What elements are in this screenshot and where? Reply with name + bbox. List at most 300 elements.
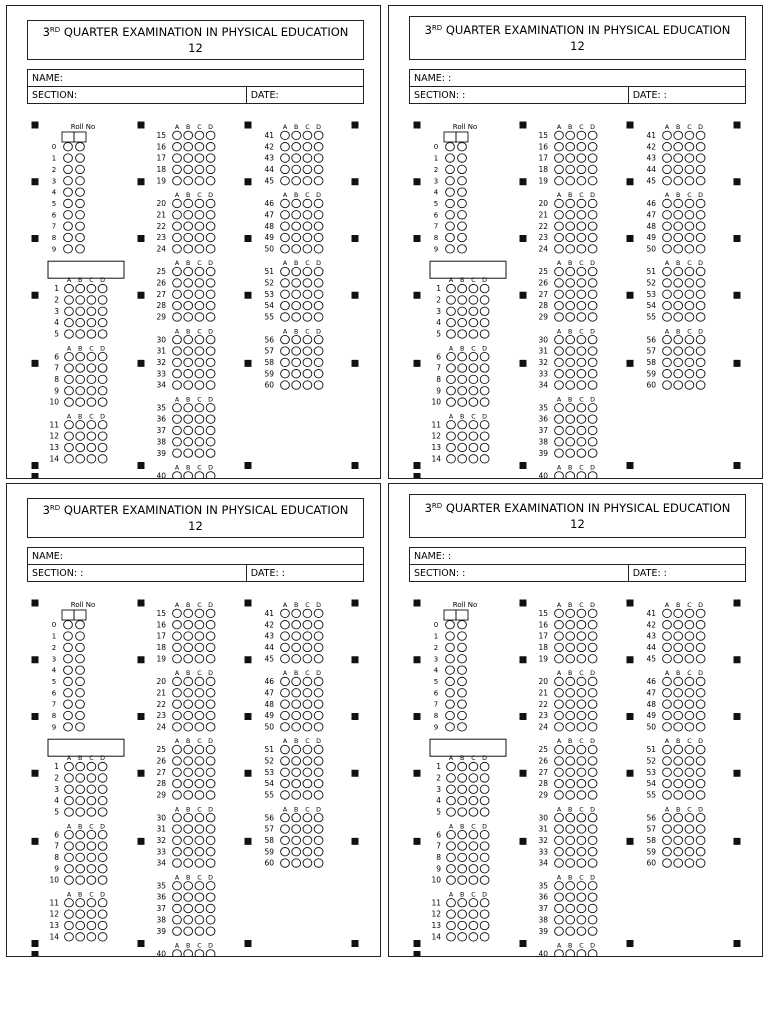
answer-bubble[interactable] bbox=[469, 455, 478, 463]
answer-bubble[interactable] bbox=[577, 472, 586, 478]
answer-bubble[interactable] bbox=[696, 689, 705, 697]
answer-bubble[interactable] bbox=[555, 279, 564, 287]
roll-bubble[interactable] bbox=[64, 632, 73, 640]
answer-bubble[interactable] bbox=[98, 876, 107, 884]
answer-bubble[interactable] bbox=[195, 438, 204, 446]
answer-bubble[interactable] bbox=[685, 711, 694, 719]
answer-bubble[interactable] bbox=[674, 233, 683, 241]
answer-bubble[interactable] bbox=[458, 865, 467, 873]
answer-bubble[interactable] bbox=[303, 177, 312, 185]
answer-bubble[interactable] bbox=[292, 813, 301, 821]
roll-bubble[interactable] bbox=[64, 700, 73, 708]
answer-bubble[interactable] bbox=[566, 290, 575, 298]
roll-bubble[interactable] bbox=[446, 177, 455, 185]
answer-bubble[interactable] bbox=[281, 381, 290, 389]
answer-bubble[interactable] bbox=[577, 131, 586, 139]
answer-bubble[interactable] bbox=[447, 865, 456, 873]
answer-bubble[interactable] bbox=[195, 381, 204, 389]
answer-bubble[interactable] bbox=[469, 443, 478, 451]
answer-bubble[interactable] bbox=[447, 830, 456, 838]
answer-bubble[interactable] bbox=[173, 404, 182, 412]
roll-bubble[interactable] bbox=[458, 711, 467, 719]
answer-bubble[interactable] bbox=[674, 859, 683, 867]
answer-bubble[interactable] bbox=[674, 621, 683, 629]
answer-bubble[interactable] bbox=[184, 768, 193, 776]
answer-bubble[interactable] bbox=[674, 825, 683, 833]
answer-bubble[interactable] bbox=[98, 318, 107, 326]
answer-bubble[interactable] bbox=[173, 723, 182, 731]
answer-bubble[interactable] bbox=[469, 352, 478, 360]
answer-bubble[interactable] bbox=[65, 375, 74, 383]
answer-bubble[interactable] bbox=[663, 848, 672, 856]
answer-bubble[interactable] bbox=[173, 643, 182, 651]
answer-bubble[interactable] bbox=[76, 842, 85, 850]
answer-bubble[interactable] bbox=[184, 621, 193, 629]
answer-bubble[interactable] bbox=[184, 859, 193, 867]
answer-bubble[interactable] bbox=[696, 370, 705, 378]
answer-bubble[interactable] bbox=[566, 689, 575, 697]
answer-bubble[interactable] bbox=[184, 290, 193, 298]
answer-bubble[interactable] bbox=[206, 426, 215, 434]
answer-bubble[interactable] bbox=[65, 352, 74, 360]
answer-bubble[interactable] bbox=[292, 768, 301, 776]
answer-bubble[interactable] bbox=[674, 358, 683, 366]
answer-bubble[interactable] bbox=[87, 910, 96, 918]
answer-bubble[interactable] bbox=[663, 222, 672, 230]
answer-bubble[interactable] bbox=[76, 830, 85, 838]
answer-bubble[interactable] bbox=[76, 352, 85, 360]
answer-bubble[interactable] bbox=[555, 779, 564, 787]
answer-bubble[interactable] bbox=[292, 143, 301, 151]
answer-bubble[interactable] bbox=[663, 211, 672, 219]
answer-bubble[interactable] bbox=[173, 199, 182, 207]
answer-bubble[interactable] bbox=[696, 768, 705, 776]
answer-bubble[interactable] bbox=[696, 335, 705, 343]
roll-bubble[interactable] bbox=[76, 233, 85, 241]
answer-bubble[interactable] bbox=[566, 848, 575, 856]
roll-bubble[interactable] bbox=[76, 723, 85, 731]
answer-bubble[interactable] bbox=[292, 643, 301, 651]
answer-bubble[interactable] bbox=[566, 472, 575, 478]
answer-bubble[interactable] bbox=[566, 358, 575, 366]
answer-bubble[interactable] bbox=[480, 398, 489, 406]
answer-bubble[interactable] bbox=[447, 318, 456, 326]
answer-bubble[interactable] bbox=[98, 774, 107, 782]
answer-bubble[interactable] bbox=[303, 757, 312, 765]
answer-bubble[interactable] bbox=[458, 830, 467, 838]
answer-bubble[interactable] bbox=[577, 290, 586, 298]
answer-bubble[interactable] bbox=[555, 813, 564, 821]
answer-bubble[interactable] bbox=[577, 689, 586, 697]
answer-bubble[interactable] bbox=[195, 632, 204, 640]
answer-bubble[interactable] bbox=[685, 347, 694, 355]
answer-bubble[interactable] bbox=[674, 689, 683, 697]
answer-bubble[interactable] bbox=[555, 768, 564, 776]
answer-bubble[interactable] bbox=[588, 438, 597, 446]
answer-bubble[interactable] bbox=[76, 910, 85, 918]
answer-bubble[interactable] bbox=[663, 358, 672, 366]
answer-bubble[interactable] bbox=[76, 785, 85, 793]
roll-bubble[interactable] bbox=[76, 222, 85, 230]
answer-bubble[interactable] bbox=[480, 921, 489, 929]
answer-bubble[interactable] bbox=[195, 415, 204, 423]
answer-bubble[interactable] bbox=[195, 836, 204, 844]
answer-bubble[interactable] bbox=[195, 347, 204, 355]
answer-bubble[interactable] bbox=[173, 779, 182, 787]
answer-bubble[interactable] bbox=[303, 689, 312, 697]
answer-bubble[interactable] bbox=[469, 330, 478, 338]
answer-bubble[interactable] bbox=[173, 370, 182, 378]
answer-bubble[interactable] bbox=[303, 791, 312, 799]
roll-bubble[interactable] bbox=[458, 165, 467, 173]
answer-bubble[interactable] bbox=[458, 352, 467, 360]
answer-bubble[interactable] bbox=[458, 876, 467, 884]
answer-bubble[interactable] bbox=[303, 643, 312, 651]
answer-bubble[interactable] bbox=[292, 677, 301, 685]
answer-bubble[interactable] bbox=[184, 711, 193, 719]
answer-bubble[interactable] bbox=[281, 245, 290, 253]
answer-bubble[interactable] bbox=[577, 301, 586, 309]
answer-bubble[interactable] bbox=[195, 927, 204, 935]
answer-bubble[interactable] bbox=[98, 796, 107, 804]
answer-bubble[interactable] bbox=[87, 762, 96, 770]
answer-bubble[interactable] bbox=[281, 335, 290, 343]
answer-bubble[interactable] bbox=[281, 222, 290, 230]
answer-bubble[interactable] bbox=[663, 154, 672, 162]
answer-bubble[interactable] bbox=[173, 381, 182, 389]
answer-bubble[interactable] bbox=[184, 154, 193, 162]
answer-bubble[interactable] bbox=[469, 921, 478, 929]
answer-bubble[interactable] bbox=[184, 632, 193, 640]
answer-bubble[interactable] bbox=[87, 364, 96, 372]
answer-bubble[interactable] bbox=[195, 199, 204, 207]
answer-bubble[interactable] bbox=[447, 933, 456, 941]
answer-bubble[interactable] bbox=[173, 335, 182, 343]
answer-bubble[interactable] bbox=[195, 723, 204, 731]
answer-bubble[interactable] bbox=[663, 825, 672, 833]
answer-bubble[interactable] bbox=[555, 290, 564, 298]
answer-bubble[interactable] bbox=[195, 882, 204, 890]
answer-bubble[interactable] bbox=[173, 882, 182, 890]
roll-bubble[interactable] bbox=[458, 700, 467, 708]
answer-bubble[interactable] bbox=[281, 848, 290, 856]
answer-bubble[interactable] bbox=[577, 358, 586, 366]
answer-bubble[interactable] bbox=[292, 301, 301, 309]
answer-bubble[interactable] bbox=[696, 381, 705, 389]
answer-bubble[interactable] bbox=[577, 621, 586, 629]
answer-bubble[interactable] bbox=[314, 711, 323, 719]
answer-bubble[interactable] bbox=[195, 621, 204, 629]
answer-bubble[interactable] bbox=[480, 865, 489, 873]
answer-bubble[interactable] bbox=[206, 370, 215, 378]
answer-bubble[interactable] bbox=[588, 415, 597, 423]
answer-bubble[interactable] bbox=[447, 352, 456, 360]
answer-bubble[interactable] bbox=[588, 950, 597, 956]
answer-bubble[interactable] bbox=[469, 774, 478, 782]
answer-bubble[interactable] bbox=[65, 774, 74, 782]
answer-bubble[interactable] bbox=[566, 381, 575, 389]
answer-bubble[interactable] bbox=[577, 165, 586, 173]
answer-bubble[interactable] bbox=[588, 245, 597, 253]
answer-bubble[interactable] bbox=[577, 632, 586, 640]
roll-digit-box[interactable] bbox=[74, 132, 86, 142]
answer-bubble[interactable] bbox=[588, 370, 597, 378]
roll-bubble[interactable] bbox=[76, 165, 85, 173]
roll-bubble[interactable] bbox=[446, 188, 455, 196]
answer-bubble[interactable] bbox=[87, 876, 96, 884]
answer-bubble[interactable] bbox=[173, 848, 182, 856]
answer-bubble[interactable] bbox=[206, 643, 215, 651]
answer-bubble[interactable] bbox=[588, 279, 597, 287]
answer-bubble[interactable] bbox=[458, 375, 467, 383]
answer-bubble[interactable] bbox=[685, 813, 694, 821]
answer-bubble[interactable] bbox=[577, 677, 586, 685]
answer-bubble[interactable] bbox=[292, 245, 301, 253]
answer-bubble[interactable] bbox=[685, 689, 694, 697]
answer-bubble[interactable] bbox=[76, 284, 85, 292]
answer-bubble[interactable] bbox=[447, 284, 456, 292]
roll-bubble[interactable] bbox=[64, 222, 73, 230]
answer-bubble[interactable] bbox=[281, 768, 290, 776]
roll-bubble[interactable] bbox=[446, 233, 455, 241]
section-field[interactable]: SECTION: : bbox=[32, 567, 84, 579]
answer-bubble[interactable] bbox=[314, 290, 323, 298]
answer-bubble[interactable] bbox=[685, 779, 694, 787]
answer-bubble[interactable] bbox=[281, 154, 290, 162]
answer-bubble[interactable] bbox=[76, 796, 85, 804]
answer-bubble[interactable] bbox=[555, 358, 564, 366]
roll-write-box[interactable] bbox=[430, 261, 506, 278]
answer-bubble[interactable] bbox=[206, 689, 215, 697]
answer-bubble[interactable] bbox=[195, 233, 204, 241]
answer-bubble[interactable] bbox=[566, 916, 575, 924]
answer-bubble[interactable] bbox=[696, 825, 705, 833]
answer-bubble[interactable] bbox=[281, 131, 290, 139]
answer-bubble[interactable] bbox=[184, 222, 193, 230]
answer-bubble[interactable] bbox=[184, 927, 193, 935]
answer-bubble[interactable] bbox=[87, 808, 96, 816]
answer-bubble[interactable] bbox=[458, 398, 467, 406]
answer-bubble[interactable] bbox=[173, 813, 182, 821]
answer-bubble[interactable] bbox=[292, 347, 301, 355]
answer-bubble[interactable] bbox=[206, 279, 215, 287]
answer-bubble[interactable] bbox=[663, 745, 672, 753]
answer-bubble[interactable] bbox=[555, 267, 564, 275]
answer-bubble[interactable] bbox=[696, 677, 705, 685]
answer-bubble[interactable] bbox=[577, 882, 586, 890]
roll-bubble[interactable] bbox=[64, 723, 73, 731]
answer-bubble[interactable] bbox=[555, 370, 564, 378]
answer-bubble[interactable] bbox=[663, 836, 672, 844]
answer-bubble[interactable] bbox=[674, 245, 683, 253]
answer-bubble[interactable] bbox=[685, 370, 694, 378]
answer-bubble[interactable] bbox=[685, 279, 694, 287]
answer-bubble[interactable] bbox=[674, 381, 683, 389]
roll-bubble[interactable] bbox=[458, 621, 467, 629]
answer-bubble[interactable] bbox=[76, 296, 85, 304]
answer-bubble[interactable] bbox=[173, 143, 182, 151]
answer-bubble[interactable] bbox=[173, 313, 182, 321]
answer-bubble[interactable] bbox=[195, 655, 204, 663]
answer-bubble[interactable] bbox=[173, 301, 182, 309]
answer-bubble[interactable] bbox=[314, 779, 323, 787]
answer-bubble[interactable] bbox=[184, 279, 193, 287]
answer-bubble[interactable] bbox=[674, 335, 683, 343]
answer-bubble[interactable] bbox=[566, 711, 575, 719]
answer-bubble[interactable] bbox=[195, 335, 204, 343]
answer-bubble[interactable] bbox=[184, 848, 193, 856]
answer-bubble[interactable] bbox=[566, 335, 575, 343]
answer-bubble[interactable] bbox=[98, 830, 107, 838]
answer-bubble[interactable] bbox=[98, 455, 107, 463]
answer-bubble[interactable] bbox=[588, 347, 597, 355]
answer-bubble[interactable] bbox=[184, 177, 193, 185]
answer-bubble[interactable] bbox=[303, 745, 312, 753]
roll-bubble[interactable] bbox=[76, 245, 85, 253]
answer-bubble[interactable] bbox=[206, 848, 215, 856]
roll-digit-box[interactable] bbox=[444, 610, 456, 620]
answer-bubble[interactable] bbox=[447, 421, 456, 429]
answer-bubble[interactable] bbox=[206, 381, 215, 389]
answer-bubble[interactable] bbox=[184, 233, 193, 241]
answer-bubble[interactable] bbox=[65, 387, 74, 395]
answer-bubble[interactable] bbox=[195, 290, 204, 298]
answer-bubble[interactable] bbox=[447, 375, 456, 383]
answer-bubble[interactable] bbox=[206, 233, 215, 241]
answer-bubble[interactable] bbox=[206, 768, 215, 776]
answer-bubble[interactable] bbox=[566, 449, 575, 457]
answer-bubble[interactable] bbox=[281, 233, 290, 241]
answer-bubble[interactable] bbox=[206, 335, 215, 343]
answer-bubble[interactable] bbox=[314, 211, 323, 219]
answer-bubble[interactable] bbox=[303, 370, 312, 378]
answer-bubble[interactable] bbox=[87, 899, 96, 907]
answer-bubble[interactable] bbox=[98, 853, 107, 861]
answer-bubble[interactable] bbox=[184, 347, 193, 355]
answer-bubble[interactable] bbox=[195, 370, 204, 378]
answer-bubble[interactable] bbox=[696, 313, 705, 321]
answer-bubble[interactable] bbox=[555, 791, 564, 799]
answer-bubble[interactable] bbox=[577, 211, 586, 219]
answer-bubble[interactable] bbox=[303, 165, 312, 173]
answer-bubble[interactable] bbox=[480, 796, 489, 804]
answer-bubble[interactable] bbox=[588, 859, 597, 867]
roll-bubble[interactable] bbox=[446, 632, 455, 640]
answer-bubble[interactable] bbox=[173, 700, 182, 708]
roll-bubble[interactable] bbox=[64, 621, 73, 629]
roll-bubble[interactable] bbox=[64, 711, 73, 719]
answer-bubble[interactable] bbox=[566, 655, 575, 663]
answer-bubble[interactable] bbox=[447, 387, 456, 395]
answer-bubble[interactable] bbox=[98, 762, 107, 770]
answer-bubble[interactable] bbox=[685, 233, 694, 241]
answer-bubble[interactable] bbox=[292, 165, 301, 173]
answer-bubble[interactable] bbox=[555, 916, 564, 924]
answer-bubble[interactable] bbox=[674, 711, 683, 719]
answer-bubble[interactable] bbox=[206, 813, 215, 821]
answer-bubble[interactable] bbox=[469, 865, 478, 873]
answer-bubble[interactable] bbox=[98, 352, 107, 360]
answer-bubble[interactable] bbox=[480, 842, 489, 850]
answer-bubble[interactable] bbox=[685, 757, 694, 765]
date-field[interactable]: DATE: bbox=[246, 87, 363, 103]
answer-bubble[interactable] bbox=[314, 791, 323, 799]
answer-bubble[interactable] bbox=[469, 785, 478, 793]
answer-bubble[interactable] bbox=[577, 313, 586, 321]
answer-bubble[interactable] bbox=[184, 381, 193, 389]
answer-bubble[interactable] bbox=[577, 711, 586, 719]
answer-bubble[interactable] bbox=[566, 199, 575, 207]
answer-bubble[interactable] bbox=[696, 154, 705, 162]
answer-bubble[interactable] bbox=[98, 284, 107, 292]
answer-bubble[interactable] bbox=[588, 177, 597, 185]
roll-bubble[interactable] bbox=[446, 211, 455, 219]
answer-bubble[interactable] bbox=[76, 899, 85, 907]
answer-bubble[interactable] bbox=[663, 381, 672, 389]
answer-bubble[interactable] bbox=[76, 853, 85, 861]
roll-bubble[interactable] bbox=[446, 666, 455, 674]
answer-bubble[interactable] bbox=[555, 313, 564, 321]
answer-bubble[interactable] bbox=[480, 876, 489, 884]
answer-bubble[interactable] bbox=[87, 853, 96, 861]
answer-bubble[interactable] bbox=[555, 632, 564, 640]
answer-bubble[interactable] bbox=[674, 313, 683, 321]
answer-bubble[interactable] bbox=[206, 222, 215, 230]
answer-bubble[interactable] bbox=[469, 796, 478, 804]
answer-bubble[interactable] bbox=[696, 131, 705, 139]
answer-bubble[interactable] bbox=[588, 882, 597, 890]
answer-bubble[interactable] bbox=[195, 700, 204, 708]
answer-bubble[interactable] bbox=[674, 165, 683, 173]
answer-bubble[interactable] bbox=[98, 398, 107, 406]
answer-bubble[interactable] bbox=[555, 848, 564, 856]
answer-bubble[interactable] bbox=[469, 876, 478, 884]
answer-bubble[interactable] bbox=[195, 143, 204, 151]
answer-bubble[interactable] bbox=[184, 415, 193, 423]
roll-bubble[interactable] bbox=[458, 177, 467, 185]
answer-bubble[interactable] bbox=[292, 745, 301, 753]
answer-bubble[interactable] bbox=[206, 199, 215, 207]
answer-bubble[interactable] bbox=[314, 757, 323, 765]
answer-bubble[interactable] bbox=[87, 432, 96, 440]
roll-bubble[interactable] bbox=[446, 621, 455, 629]
answer-bubble[interactable] bbox=[65, 842, 74, 850]
answer-bubble[interactable] bbox=[696, 233, 705, 241]
answer-bubble[interactable] bbox=[555, 415, 564, 423]
answer-bubble[interactable] bbox=[206, 415, 215, 423]
answer-bubble[interactable] bbox=[577, 927, 586, 935]
roll-bubble[interactable] bbox=[76, 177, 85, 185]
roll-bubble[interactable] bbox=[458, 655, 467, 663]
answer-bubble[interactable] bbox=[281, 723, 290, 731]
answer-bubble[interactable] bbox=[588, 131, 597, 139]
answer-bubble[interactable] bbox=[65, 318, 74, 326]
answer-bubble[interactable] bbox=[674, 632, 683, 640]
answer-bubble[interactable] bbox=[469, 808, 478, 816]
answer-bubble[interactable] bbox=[577, 449, 586, 457]
section-field[interactable]: SECTION: bbox=[32, 89, 78, 101]
answer-bubble[interactable] bbox=[566, 154, 575, 162]
answer-bubble[interactable] bbox=[588, 154, 597, 162]
answer-bubble[interactable] bbox=[292, 757, 301, 765]
answer-bubble[interactable] bbox=[195, 267, 204, 275]
answer-bubble[interactable] bbox=[588, 335, 597, 343]
roll-bubble[interactable] bbox=[446, 199, 455, 207]
answer-bubble[interactable] bbox=[469, 387, 478, 395]
answer-bubble[interactable] bbox=[566, 621, 575, 629]
answer-bubble[interactable] bbox=[281, 836, 290, 844]
answer-bubble[interactable] bbox=[184, 813, 193, 821]
